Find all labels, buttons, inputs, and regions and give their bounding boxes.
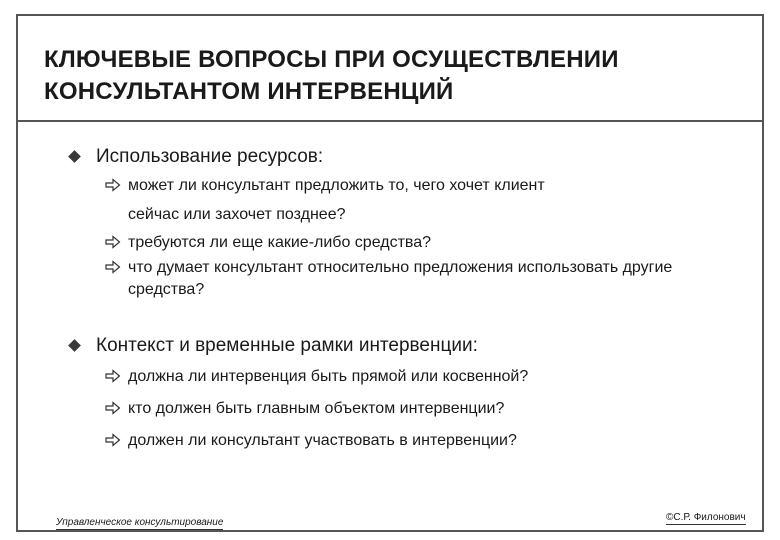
title-line-1: КЛЮЧЕВЫЕ ВОПРОСЫ ПРИ ОСУЩЕСТВЛЕНИИ bbox=[44, 46, 619, 73]
slide: КЛЮЧЕВЫЕ ВОПРОСЫ ПРИ ОСУЩЕСТВЛЕНИИ КОНСУЛЬТАНТОМ ИНТЕРВЕНЦИЙ Использование ресурсов: может ли консультант предложить то, чего хочет клиент сейчас или захочет позднее? требуются ли еще какие-либо средства? что думает консультант относительно предложения использовать другие средства? Контекст и временные рамки интервенции: должна ли интервенция быть прямой или косвенной? кто должен быть главным объектом интервенции? должен ли консультант участвовать в интервенции? Управленческое консультирование ©С.Р. Филонович bbox=[0, 0, 780, 540]
arrow-right-icon bbox=[104, 367, 122, 385]
title-line-2: КОНСУЛЬТАНТОМ ИНТЕРВЕНЦИЙ bbox=[44, 78, 454, 105]
page-title bbox=[44, 44, 744, 108]
footer-course-title: Управленческое консультирование bbox=[56, 517, 224, 528]
arrow-right-icon bbox=[104, 176, 122, 194]
footer-copyright: ©С.Р. Филонович bbox=[666, 512, 746, 523]
arrow-right-icon bbox=[104, 431, 122, 449]
title-divider bbox=[16, 120, 764, 122]
arrow-right-icon bbox=[104, 233, 122, 251]
arrow-right-icon bbox=[104, 399, 122, 417]
arrow-right-icon bbox=[104, 258, 122, 276]
